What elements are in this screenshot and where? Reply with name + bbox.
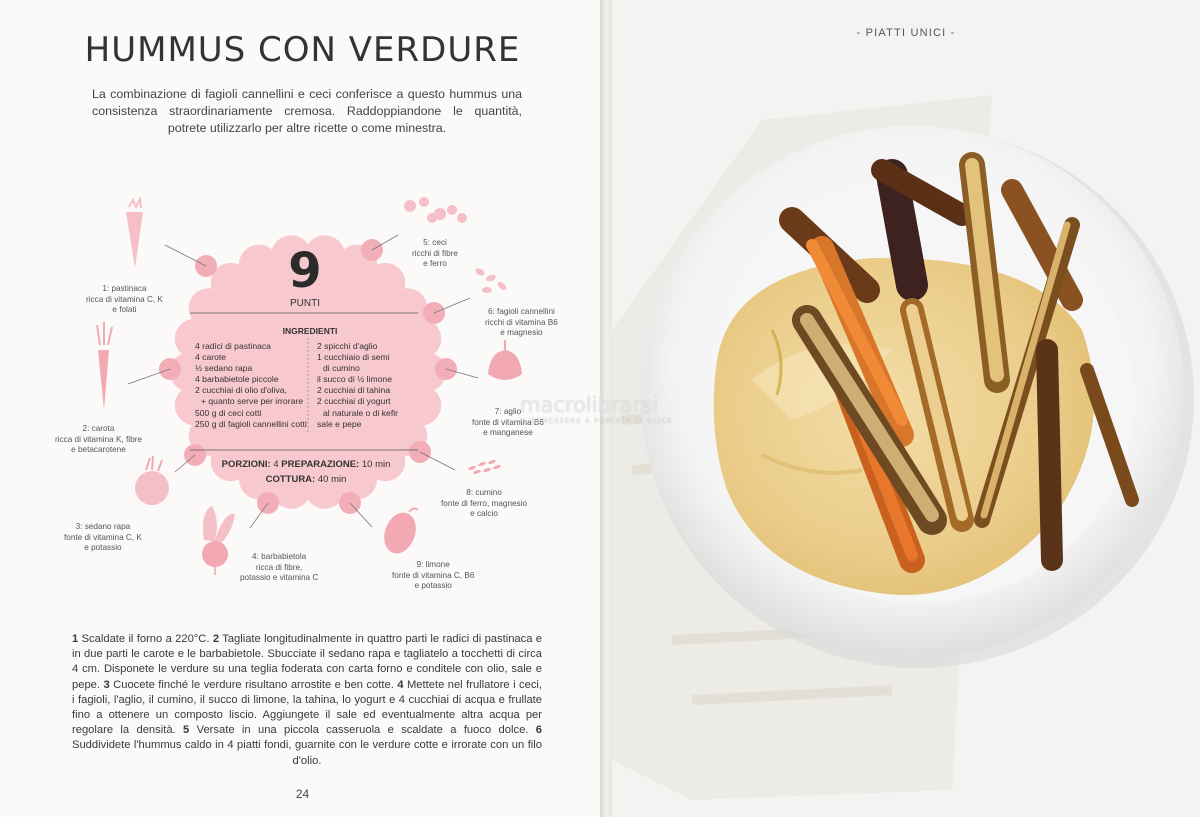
score-number: 9 bbox=[288, 243, 322, 299]
recipe-method: 1 Scaldate il forno a 220°C. 2 Tagliate longitudinalmente in quattro parti le radici di pastinaca e in due parti le carote e le barbabietole. Sbucciate il sedano rapa e tagliatelo a tocchetti di circa 4 cm. Disponete le verdure su una teglia foderata con carta forno e conditele con olio, sale e pepe. 3 Cuocete finché le verdure risultano arrostite e ben cotte. 4 Mettete nel frullatore i ceci, i fagioli, l'aglio, il cumino, il succo di limone, la tahina, lo yogurt e 4 cucchiai di acqua e frullate fino a ottenere un composto liscio. Aggiungete il sale ed eventualmente altra acqua per regolare la densità. 5 Versate in una piccola casseruola e scaldate a fuoco dolce. 6 Suddividete l'hummus caldo in 4 piatti fondi, guarnite con le verdure cotte e irrorate con un filo d'olio. bbox=[72, 633, 543, 767]
annotation-lemon: 9: limone fonte di vitamina C, B6 e potassio bbox=[392, 560, 475, 591]
recipe-intro: La combinazione di fagioli cannellini e ceci conferisce a questo hummus una consistenza straordinariamente cremosa. Raddoppiandone le quantità, potrete utilizzarlo per altre ricette o come minestra. bbox=[92, 87, 522, 135]
section-label: - PIATTI UNICI - bbox=[856, 27, 956, 39]
prep-label: PREPARAZIONE: bbox=[281, 459, 360, 470]
lemon-icon bbox=[379, 508, 422, 558]
cook-label: COTTURA: bbox=[265, 474, 316, 485]
parsnip-icon bbox=[126, 212, 143, 268]
carrot-icon bbox=[98, 350, 109, 410]
annotation-cumin: 8: cumino fonte di ferro, magnesio e calcio bbox=[441, 488, 528, 519]
right-page-photo bbox=[612, 0, 1200, 817]
ingredients-title: INGREDIENTI bbox=[282, 326, 338, 336]
celeriac-icon bbox=[135, 471, 169, 505]
portions-prep-line bbox=[195, 459, 417, 470]
annotation-beetroot: 4: barbabietola ricca di fibre, potassio e vitamina C bbox=[240, 552, 319, 583]
annotation-garlic: 7: aglio fonte di vitamina B6 e manganese bbox=[472, 407, 544, 438]
ingredients-list-left bbox=[195, 341, 307, 430]
annotation-carrot: 2: carota ricca di vitamina K, fibre e betacarotene bbox=[55, 424, 142, 455]
cannellini-beans-icon bbox=[474, 267, 508, 293]
score-label: PUNTI bbox=[290, 298, 320, 309]
ingredients-list-right bbox=[317, 341, 398, 430]
beetroot-icon bbox=[202, 541, 228, 567]
ingredient-item: al naturale o di kefir bbox=[323, 407, 398, 418]
garlic-icon bbox=[488, 350, 522, 380]
ingredient-item: ½ sedano rapa bbox=[195, 363, 253, 374]
ingredient-item: 4 barbabietole piccole bbox=[195, 374, 279, 385]
ingredient-item: 2 cucchiai di olio d'oliva, bbox=[195, 385, 287, 396]
ingredient-item: 4 carote bbox=[195, 352, 227, 363]
recipe-title: HUMMUS CON VERDURE bbox=[84, 30, 521, 70]
ingredient-item: 500 g di ceci cotti bbox=[195, 407, 262, 418]
watermark-logo: macrolibrarsi IL BENESSERE A PORTATA DI CLICK bbox=[520, 393, 673, 425]
portions-label: PORZIONI: bbox=[221, 459, 271, 470]
cook-line bbox=[195, 474, 417, 485]
ingredient-item: sale e pepe bbox=[317, 418, 362, 429]
annotation-celeriac: 3: sedano rapa fonte di vitamina C, K e potassio bbox=[64, 522, 142, 553]
hummus-bowl-photo bbox=[612, 0, 1200, 817]
chickpeas-icon bbox=[404, 197, 467, 223]
ingredient-item: il succo di ½ limone bbox=[317, 374, 392, 385]
prep-value: 10 min bbox=[361, 459, 391, 470]
ingredient-item: + quanto serve per irrorare bbox=[201, 396, 303, 407]
cumin-icon bbox=[468, 459, 502, 475]
ingredient-item: 1 cucchiaio di semi bbox=[317, 352, 390, 363]
cook-value: 40 min bbox=[317, 474, 347, 485]
annotation-cannellini: 6: fagioli cannellini ricchi di vitamina B6 e magnesio bbox=[485, 307, 558, 338]
annotation-parsnip: 1: pastinaca ricca di vitamina C, K e folati bbox=[86, 284, 163, 315]
annotation-chickpeas: 5: ceci ricchi di fibre e ferro bbox=[412, 238, 458, 269]
portions-value: 4 bbox=[273, 459, 279, 470]
ingredient-item: 2 cucchiai di tahina bbox=[317, 385, 391, 396]
page-number: 24 bbox=[295, 787, 310, 801]
ingredient-item: 250 g di fagioli cannellini cotti bbox=[195, 418, 307, 429]
ingredient-item: 4 radici di pastinaca bbox=[195, 341, 271, 351]
ingredient-item: di cumino bbox=[323, 363, 360, 374]
ingredient-item: 2 spicchi d'aglio bbox=[317, 341, 378, 351]
ingredient-item: 2 cucchiai di yogurt bbox=[317, 396, 391, 407]
